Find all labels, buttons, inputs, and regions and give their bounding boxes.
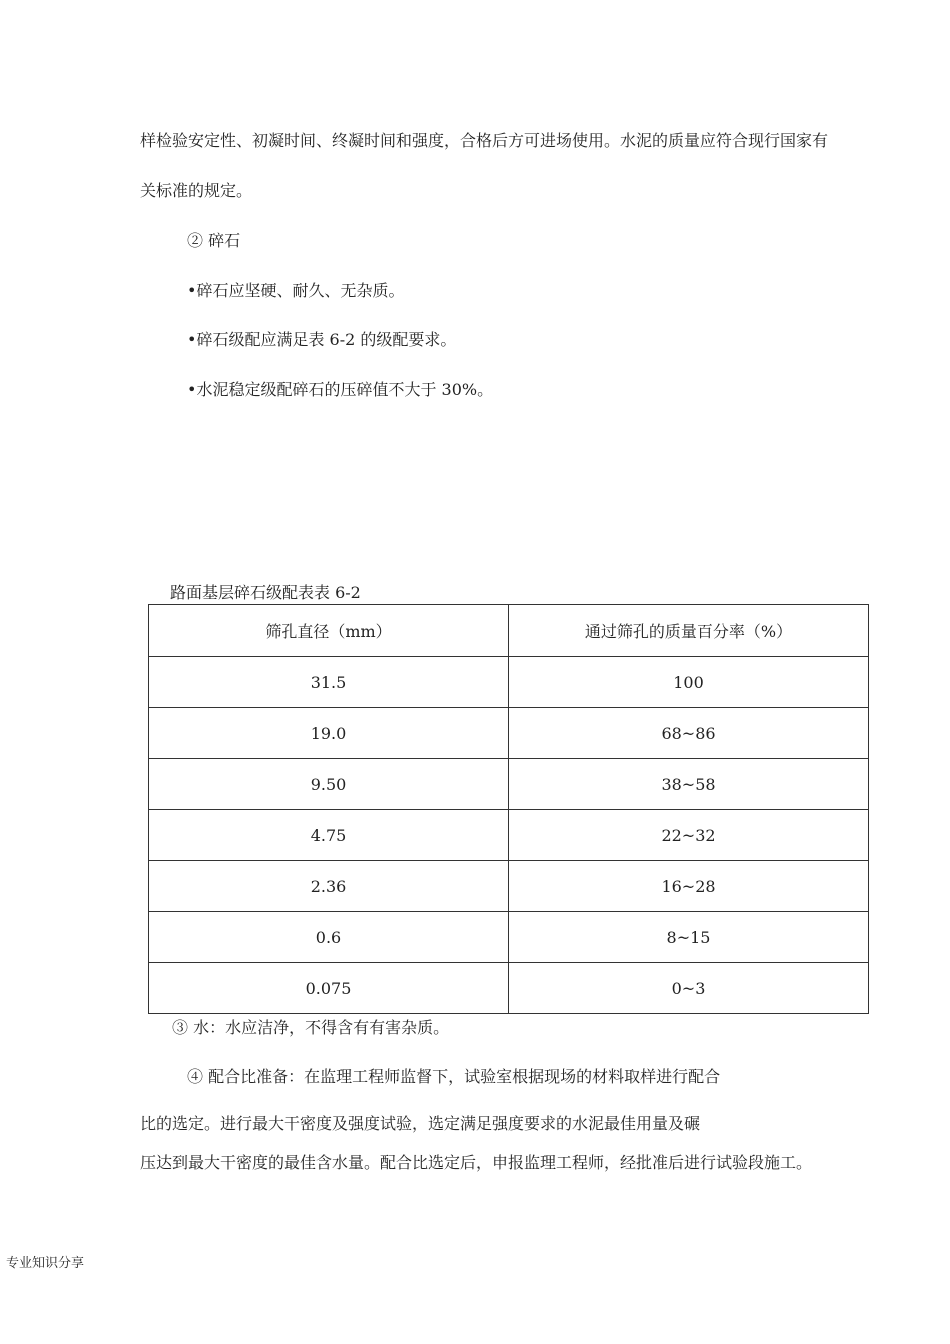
mix-paragraph-line: ④ 配合比准备：在监理工程师监督下，试验室根据现场的材料取样进行配合 (187, 1067, 721, 1086)
table-cell: 22~32 (509, 810, 869, 861)
table-row (149, 708, 869, 759)
table-row (149, 657, 869, 708)
table-row (149, 861, 869, 912)
table-cell: 9.50 (149, 759, 509, 810)
paragraph-line: 关标准的规定。 (140, 181, 253, 200)
mix-paragraph-line: 压达到最大干密度的最佳含水量。配合比选定后，申报监理工程师，经批准后进行试验段施工。 (140, 1153, 813, 1172)
page-footer: 专业知识分享 (6, 1256, 85, 1271)
bullet-item: •碎石应坚硬、耐久、无杂质。 (187, 281, 405, 300)
table-cell: 0~3 (509, 963, 869, 1014)
table-row (149, 810, 869, 861)
table-row (149, 963, 869, 1014)
gradation-table (148, 604, 869, 1014)
table-header-row (149, 605, 869, 657)
bullet-item: •水泥稳定级配碎石的压碎值不大于 30%。 (187, 380, 494, 399)
section-heading: ② 碎石 (187, 231, 241, 250)
paragraph-line: 样检验安定性、初凝时间、终凝时间和强度，合格后方可进场使用。水泥的质量应符合现行国家有 (140, 131, 829, 150)
table-cell: 19.0 (149, 708, 509, 759)
table-cell: 0.6 (149, 912, 509, 963)
table-cell: 16~28 (509, 861, 869, 912)
table-cell: 2.36 (149, 861, 509, 912)
table-cell: 4.75 (149, 810, 509, 861)
column-header: 筛孔直径（mm） (149, 605, 509, 657)
water-paragraph: ③ 水：水应洁净，不得含有有害杂质。 (172, 1018, 450, 1037)
table-cell: 8~15 (509, 912, 869, 963)
table-cell: 68~86 (509, 708, 869, 759)
bullet-item: •碎石级配应满足表 6-2 的级配要求。 (187, 330, 457, 349)
table-cell: 100 (509, 657, 869, 708)
mix-paragraph-line: 比的选定。进行最大干密度及强度试验，选定满足强度要求的水泥最佳用量及碾 (140, 1114, 701, 1133)
table-caption: 路面基层碎石级配表表 6-2 (170, 583, 361, 602)
table-cell: 31.5 (149, 657, 509, 708)
table-row (149, 912, 869, 963)
table-row (149, 759, 869, 810)
column-header: 通过筛孔的质量百分率（%） (509, 605, 869, 657)
table-cell: 38~58 (509, 759, 869, 810)
table-cell: 0.075 (149, 963, 509, 1014)
